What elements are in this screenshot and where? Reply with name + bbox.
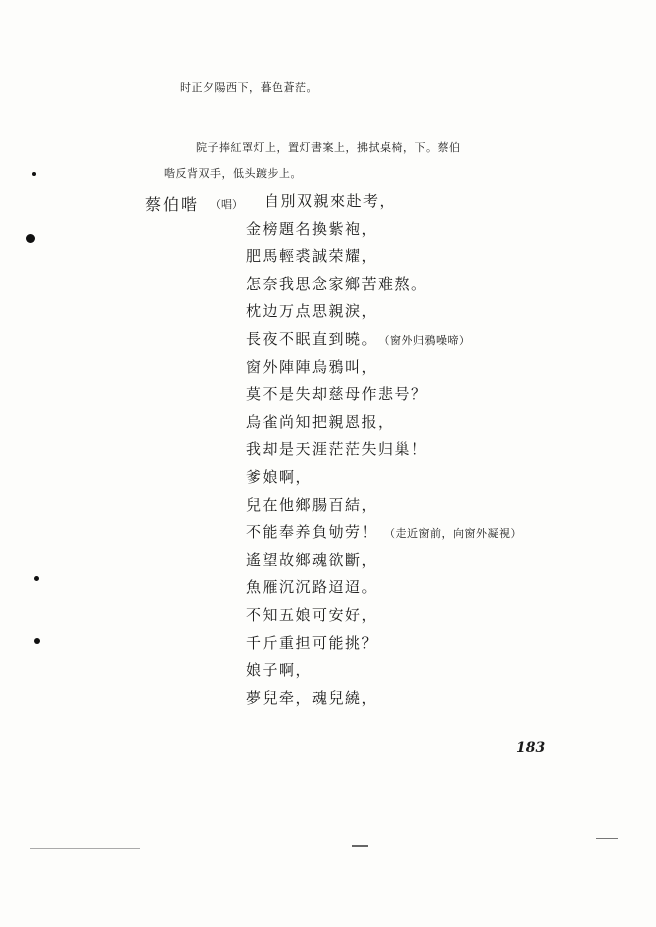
verse-line [246,549,522,577]
verse-text: 金榜題名換紫袍， [246,219,379,238]
stage-note: （走近窗前，向窗外凝視） [384,527,523,541]
verse-line [246,245,522,273]
verse-line [246,494,522,522]
verse-text: 長夜不眠直到曉。 [246,329,379,348]
scan-mark [352,845,368,847]
page-number: 183 [516,740,546,756]
binding-hole-mark [34,576,39,581]
verse-text: 肥馬輕裘誠荣耀， [246,247,379,266]
binding-hole-mark [32,172,36,176]
verse-text: 魚雁沉沉路迢迢。 [246,578,379,597]
verse-line [246,632,522,660]
verse-line [246,438,522,466]
binding-hole-mark [26,234,35,243]
verse-text: 不能奉养負劬劳！ [246,523,379,542]
verse-line [246,659,522,687]
verse-text: 烏雀尚知把親恩报， [246,412,395,431]
verse-line [246,604,522,632]
verse-line [246,328,522,356]
verse-line-first [264,190,522,218]
verse-line [246,411,522,439]
verse-line [246,273,522,301]
verse-text: 遙望故鄉魂欲斷， [246,550,379,569]
scan-mark [30,848,140,849]
verse-text: 不知五娘可安好， [246,605,379,624]
verse-text: 莫不是失却慈母作悲号？ [246,385,428,404]
verse-line [246,687,522,715]
speaker-name: 蔡伯喈 [145,195,200,214]
scan-mark [596,838,618,839]
verse-text: 兒在他鄉腸百結， [246,495,379,514]
verse-text: 千斤重担可能挑？ [246,633,379,652]
verse-text: 怎奈我思念家鄉苦难熬。 [246,274,428,293]
verse-text: 爹娘啊， [246,467,313,486]
binding-hole-mark [34,638,40,644]
stage-direction-sunset: 时正夕陽西下，暮色蒼茫。 [180,81,318,94]
verse-line [246,383,522,411]
verse-text: 枕边万点思親淚， [246,302,379,321]
sing-tag: （唱） [210,198,243,211]
stage-direction-line-1: 院子捧紅罩灯上，置灯書案上，拂拭桌椅，下。蔡伯 [196,141,461,154]
verse-line [246,576,522,604]
verse-text: 窗外陣陣烏鴉叫， [246,357,379,376]
verse-text: 自別双親來赴考， [264,192,397,210]
verse-line [246,300,522,328]
verse-text: 夢兒牵，魂兒繞， [246,688,379,707]
verse-line [246,218,522,246]
verse-text: 我却是天涯茫茫失归巢！ [246,440,428,459]
stage-direction-entrance [164,140,536,182]
verse-lines [246,190,522,714]
stage-direction-line-2: 喈反背双手，低头踱步上。 [164,167,302,180]
stage-note: （窗外归鴉噪啼） [384,333,471,347]
verse-line [246,466,522,494]
verse-line [246,356,522,384]
verse-text: 娘子啊， [246,661,313,680]
verse-line [246,521,522,549]
